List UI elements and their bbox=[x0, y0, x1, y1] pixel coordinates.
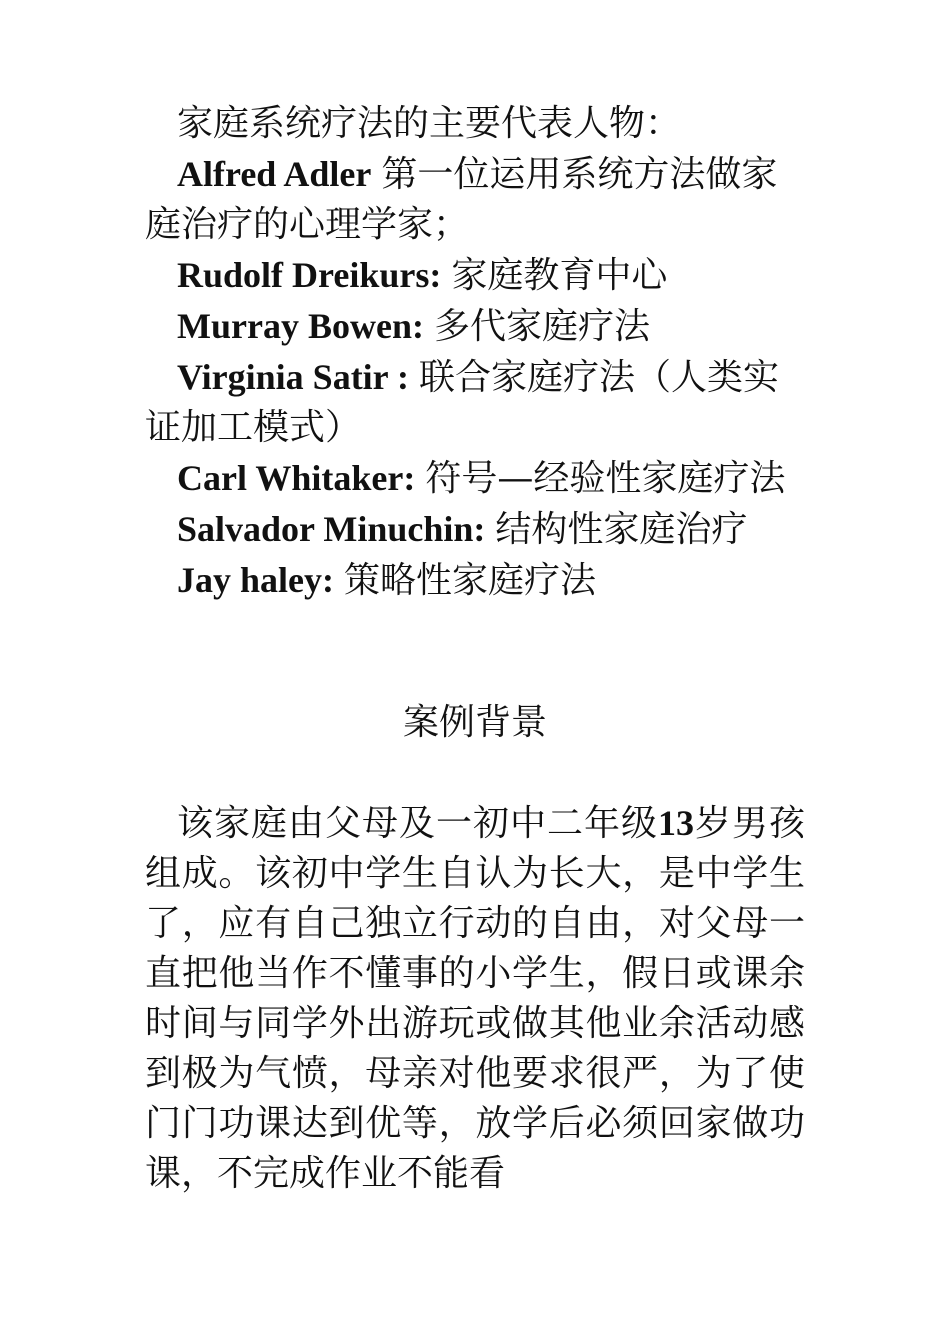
person-entry-bowen bbox=[145, 301, 805, 352]
section-title: 家庭系统疗法的主要代表人物： bbox=[177, 103, 682, 144]
person-description: 符号—经验性家庭疗法 bbox=[425, 458, 786, 499]
representatives-section bbox=[145, 99, 805, 606]
person-entry-dreikurs bbox=[145, 250, 805, 301]
person-entry-adler bbox=[145, 149, 805, 250]
person-name: Salvador Minuchin: bbox=[177, 509, 486, 549]
person-entry-haley bbox=[145, 555, 805, 606]
person-description: 家庭教育中心 bbox=[451, 255, 668, 296]
person-description: 第一位运用系统方法做家庭治疗的心理学家； bbox=[145, 154, 778, 245]
person-name: Murray Bowen: bbox=[177, 306, 424, 346]
case-text-rest: 岁男孩组成。该初中学生自认为长大，是中学生了，应有自己独立行动的自由，对父母一直把他当作不懂事的小学生，假日或课余时间与同学外出游玩或做其他业余活动感到极为气愤，母亲对他要求很严，为了使门门功课达到优等，放学后必须回家做功课，不完成作业不能看 bbox=[145, 803, 805, 1194]
case-text-start: 该家庭由父母及一初中二年级 bbox=[177, 803, 658, 844]
person-description: 联合家庭疗法（人类实证加工模式） bbox=[145, 357, 780, 448]
person-name: Carl Whitaker: bbox=[177, 458, 416, 498]
person-entry-satir bbox=[145, 352, 805, 453]
case-paragraph bbox=[145, 798, 805, 1199]
person-description: 结构性家庭治疗 bbox=[495, 509, 748, 550]
person-entry-minuchin bbox=[145, 504, 805, 555]
person-description: 策略性家庭疗法 bbox=[344, 560, 597, 601]
person-name: Virginia Satir : bbox=[177, 357, 409, 397]
case-heading: 案例背景 bbox=[402, 702, 547, 743]
age-number: 13 bbox=[657, 803, 694, 843]
person-description: 多代家庭疗法 bbox=[433, 306, 650, 347]
person-name: Rudolf Dreikurs: bbox=[177, 255, 442, 295]
person-name: Alfred Adler bbox=[177, 154, 372, 194]
person-entry-whitaker bbox=[145, 453, 805, 504]
person-name: Jay haley: bbox=[177, 560, 334, 600]
